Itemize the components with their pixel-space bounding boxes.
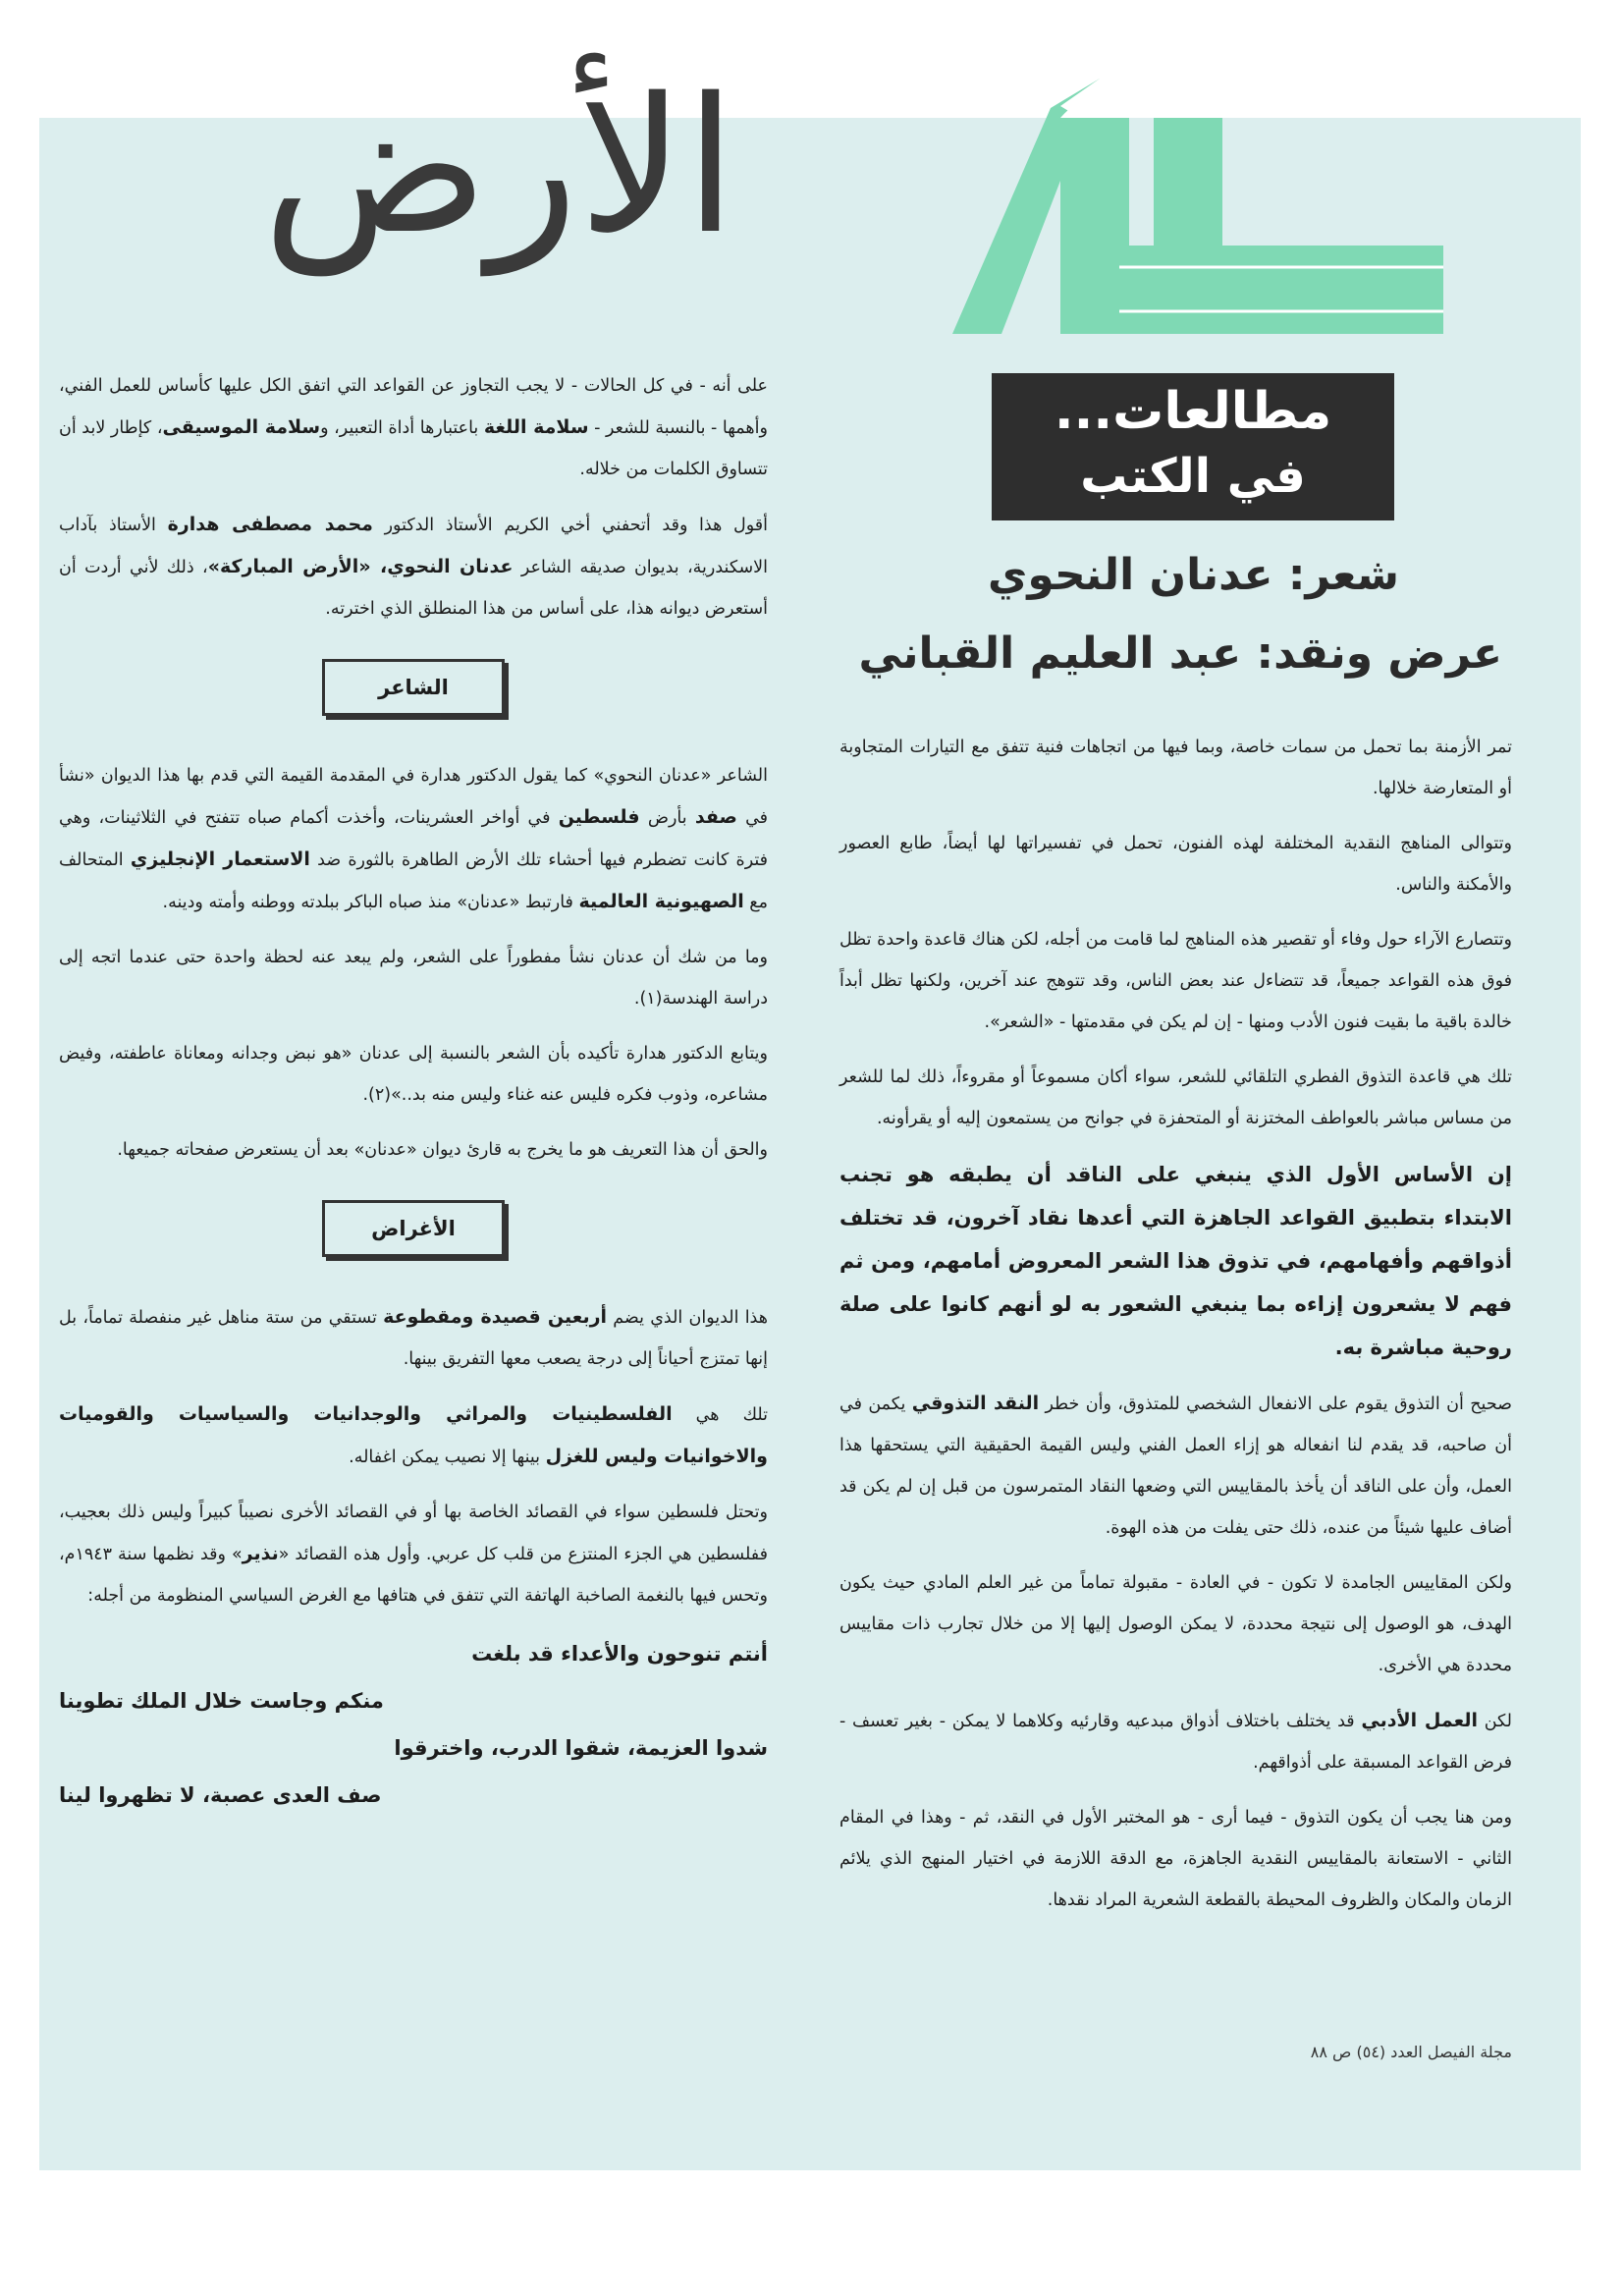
critic-credit: عرض ونقد: عبد العليم القباني xyxy=(858,629,1502,679)
paragraph xyxy=(59,1296,768,1380)
section-banner xyxy=(992,373,1394,520)
paragraph: ولكن المقاييس الجامدة لا تكون - في العادة - مقبولة تماماً من غير العلم المادي حيث يكون الهدف، هو الوصول إلى نتيجة محددة، لا يمكن الوصول إليها إلا من خلال تجارب ذات مقاييس محددة هي الأخرى. xyxy=(839,1573,1512,1675)
paragraph: والحق أن هذا التعريف هو ما يخرج به قارئ ديوان «عدنان» بعد أن يستعرض صفحاته جميعها. xyxy=(117,1140,768,1160)
banner-line2: في الكتب xyxy=(1080,449,1306,504)
paragraph xyxy=(59,504,768,629)
bold-term: الفلسطينيات والمراثي والوجدانيات والسياسيات والقوميات والاخوانيات وليس للغزل xyxy=(59,1403,768,1467)
text-run: قد يختلف باختلاف أذواق مبدعيه وقارئيه وكلاهما لا يمكن - بغير تعسف - فرض القواعد المسبقة على أذواقهم. xyxy=(839,1712,1512,1773)
text-run: بأرض xyxy=(639,808,695,828)
bold-term: نذير xyxy=(242,1543,279,1564)
paragraph: وتتوالى المناهج النقدية المختلفة لهذه الفنون، تحمل في تفسيراتها لها أيضاً، طابع العصور والأمكنة والناس. xyxy=(839,834,1512,895)
bold-term: سلامة اللغة xyxy=(483,416,589,438)
banner-line1: مطالعات... xyxy=(1054,382,1332,441)
poem-verses xyxy=(59,1630,768,1819)
paragraph: تلك هي قاعدة التذوق الفطري التلقائي للشعر، سواء أكان مسموعاً أو مقروءاً، ذلك لما للشعر من مساس مباشر بالعواطف المختزنة أو المتحفزة في جوانح من يستمعون إليه أو يقرأونه. xyxy=(839,1067,1512,1128)
text-run: يكمن في أن صاحبه، قد يقدم لنا انفعاله هو إزاء العمل الفني وليس القيمة الحقيقية التي يستحقها هذا العمل، وأن على الناقد أن يأخذ بالمقاييس التي وضعها النقاد المتمرسون من قبل إن لم يكن قد أضاف عليها شيئاً من عنده، ذلك حتى يفلت من هذه الهوة. xyxy=(839,1394,1512,1538)
text-run: ، كإطار لابد أن تتساوق الكلمات من خلاله. xyxy=(59,418,768,479)
hemistich: شدوا العزيمة، شقوا الدرب، واخترقوا xyxy=(394,1736,768,1760)
section-heading-purposes: الأغراض xyxy=(322,1200,505,1257)
article-title-block xyxy=(59,39,766,334)
text-run: في أواخر العشرينات، وأخذت أكمام صباه تتفتح في الثلاثينات، وهي فترة كانت تضطرم فيها أحشاء تلك الأرض الطاهرة بالثورة ضد xyxy=(59,808,768,870)
text-run: وتحتل فلسطين سواء في القصائد الخاصة بها أو في القصائد الأخرى نصيباً كبيراً وليس ذلك بعجيب، ففلسطين هي الجزء المنتزع من قلب كل عربي. وأول هذه القصائد « xyxy=(59,1503,768,1564)
verse-line xyxy=(59,1772,768,1819)
page-footer: مجلة الفيصل العدد (٥٤) ص ٨٨ xyxy=(1310,2043,1512,2061)
bold-term: صفد xyxy=(694,806,737,828)
paragraph xyxy=(59,1394,768,1478)
section-heading-poet: الشاعر xyxy=(322,659,505,716)
paragraph xyxy=(59,1492,768,1616)
text-run: تستقي من ستة مناهل غير منفصلة تماماً، بل إنها تمتزج أحياناً إلى درجة يصعب معها التفريق بينها. xyxy=(59,1308,768,1369)
text-run: ، ذلك لأني أردت أن أستعرض ديوانه هذا، على أساس من هذا المنطلق الذي اخترته. xyxy=(59,558,768,619)
left-column xyxy=(59,365,768,1819)
bold-term: الاستعمار الإنجليزي xyxy=(130,848,310,870)
text-run: لكن xyxy=(1477,1712,1513,1731)
paragraph: وما من شك أن عدنان نشأ مفطوراً على الشعر، ولم يبعد عنه لحظة واحدة حتى عندما اتجه إلى دراسة الهندسة(١). xyxy=(59,948,768,1009)
paragraph: وتتصارع الآراء حول وفاء أو تقصير هذه المناهج لما قامت من أجله، لكن هناك قاعدة واحدة تظل فوق هذه القواعد جميعاً، قد تتضاءل عند بعض الناس، وقد تتوهج عند آخرين، ولكنها تظل أبداً خالدة باقية ما بقيت فنون الأدب ومنها - إن لم يكن في مقدمتها - «الشعر». xyxy=(839,930,1512,1032)
text-run: أقول هذا وقد أتحفني أخي الكريم الأستاذ الدكتور xyxy=(372,516,768,535)
text-run: هذا الديوان الذي يضم xyxy=(607,1308,768,1328)
text-run: الأستاذ بآداب الاسكندرية، بديوان صديقه الشاعر xyxy=(59,516,768,577)
verse-line xyxy=(59,1724,768,1772)
text-run: تلك هي xyxy=(672,1405,768,1425)
poet-credit: شعر: عدنان النحوي xyxy=(988,550,1399,600)
bold-term: فلسطين xyxy=(558,806,640,828)
hemistich: أنتم تنوحون والأعداء قد بلغت xyxy=(471,1642,768,1666)
text-run: فارتبط «عدنان» منذ صباه الباكر ببلدته ووطنه وأمته ودينه. xyxy=(162,893,579,912)
text-run: » وقد نظمها سنة ١٩٤٣م، وتحس فيها بالنغمة الصاخبة الهاتفة التي تتفق في هتافها مع الغرض السياسي المنظومة من أجله: xyxy=(59,1545,768,1606)
bold-term: أربعين قصيدة ومقطوعة xyxy=(383,1306,608,1328)
paragraph xyxy=(839,1700,1512,1783)
paragraph xyxy=(839,1383,1512,1549)
highlighted-paragraph: إن الأساس الأول الذي ينبغي على الناقد أن يطبقه هو تجنب الابتداء بتطبيق القواعد الجاهزة التي أعدها نقاد آخرون، قد تختلف أذواقهم وأفهامهم، في تذوق هذا الشعر المعروض أمامهم، ومن ثم فهم لا يشعرون إزاءه بما ينبغي الشعور به لو أنهم كانوا على صلة روحية مباشرة به. xyxy=(839,1163,1512,1359)
text-run: المتحالف مع xyxy=(59,850,768,912)
bold-term: الصهيونية العالمية xyxy=(578,891,744,912)
paragraph xyxy=(59,365,768,490)
bold-term: محمد مصطفى هدارة xyxy=(167,514,373,535)
bold-term: النقد التذوقي xyxy=(911,1393,1040,1414)
verse-line xyxy=(59,1677,768,1724)
text-run: صحيح أن التذوق يقوم على الانفعال الشخصي للمتذوق، وأن خطر xyxy=(1039,1394,1512,1414)
text-run: على أنه - في كل الحالات - لا يجب التجاوز عن القواعد التي اتفق الكل عليها كأساس للعمل الفني، وأهمها - بالنسبة للشعر - xyxy=(59,376,768,438)
bold-term: العمل الأدبي xyxy=(1361,1710,1478,1731)
text-run: باعتبارها أداة التعبير، و xyxy=(320,418,484,438)
paragraph: ويتابع الدكتور هدارة تأكيده بأن الشعر بالنسبة إلى عدنان «هو نبض وجدانه ومعاناة عاطفته، وفيض مشاعره، وذوب فكره فليس عنه غناء وليس منه بد..»(٢). xyxy=(59,1044,768,1105)
hemistich: صف العدى عصبة، لا تظهروا لينا xyxy=(59,1783,382,1807)
paragraph: ومن هنا يجب أن يكون التذوق - فيما أرى - هو المختبر الأول في النقد، ثم - وهذا في المقام الثاني - الاستعانة بالمقاييس النقدية الجاهزة، مع الدقة اللازمة في اختيار المنهج الذي يلائم الزمان والمكان والظروف المحيطة بالقطعة الشعرية المراد نقدها. xyxy=(839,1808,1512,1910)
hemistich: منكم وجاست خلال الملك تطوينا xyxy=(59,1689,384,1713)
right-column xyxy=(839,727,1512,1935)
bold-term: سلامة الموسيقى xyxy=(162,416,321,438)
text-run: الشاعر «عدنان النحوي» كما يقول الدكتور هدارة في المقدمة القيمة التي قدم بها هذا الديوان «نشأ في xyxy=(59,766,769,828)
paragraph xyxy=(59,755,768,923)
books-icon xyxy=(943,39,1453,344)
article-title: الأرض xyxy=(262,58,736,275)
paragraph: تمر الأزمنة بما تحمل من سمات خاصة، وبما فيها من اتجاهات فنية تتفق مع التيارات المتجاوبة أو المتعارضة خلالها. xyxy=(839,738,1512,798)
text-run: بينها إلا نصيب يمكن اغفاله. xyxy=(349,1448,546,1467)
bold-term: عدنان النحوي، «الأرض المباركة» xyxy=(207,556,514,577)
verse-line xyxy=(59,1630,768,1677)
